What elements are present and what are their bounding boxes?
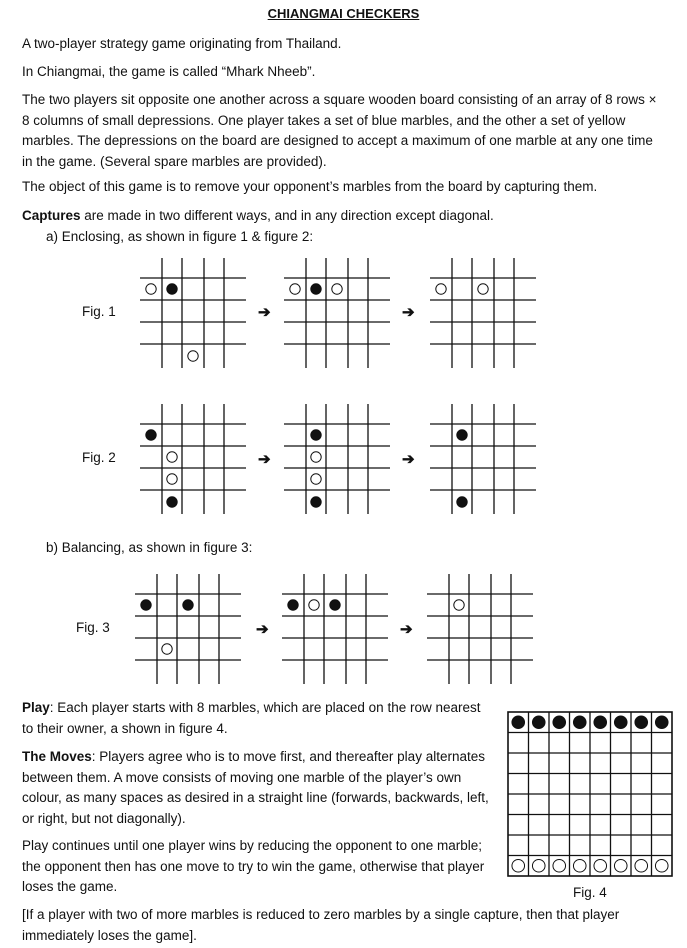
white-marble [188, 351, 198, 361]
captures-paragraph [22, 206, 662, 227]
fig2-arrow-1: ➔ [258, 451, 271, 468]
fig1-board-2 [284, 258, 390, 368]
fig1-arrow-1: ➔ [258, 304, 271, 321]
intro-paragraph-1: A two-player strategy game originating from Thailand. [22, 36, 342, 51]
white-marble [146, 284, 156, 294]
fig3-arrow-1: ➔ [256, 621, 269, 638]
white-marble [478, 284, 488, 294]
black-marble [141, 600, 151, 610]
captures-item-b: b) Balancing, as shown in figure 3: [46, 540, 253, 555]
white-marble [162, 644, 172, 654]
black-marble [532, 716, 545, 729]
black-marble [573, 716, 586, 729]
black-marble [635, 716, 648, 729]
white-marble [311, 474, 321, 484]
black-marble [288, 600, 298, 610]
black-marble [330, 600, 340, 610]
fig3-board-3 [427, 574, 533, 684]
black-marble [553, 716, 566, 729]
black-marble [457, 430, 467, 440]
fig4-label: Fig. 4 [573, 885, 607, 900]
white-marble [332, 284, 342, 294]
captures-item-a: a) Enclosing, as shown in figure 1 & figure 2: [46, 229, 314, 244]
play-paragraph [22, 698, 492, 739]
note-paragraph: [If a player with two of more marbles is reduced to zero marbles by a single capture, then that player immediately loses the game]. [22, 907, 620, 943]
intro-paragraph-2: In Chiangmai, the game is called “Mhark Nheeb”. [22, 64, 316, 79]
black-marble [311, 284, 321, 294]
fig2-board-2 [284, 404, 390, 514]
black-marble [167, 284, 177, 294]
fig2-board-3 [430, 404, 536, 514]
captures-rest: are made in two different ways, and in any direction except diagonal. [80, 208, 494, 223]
black-marble [457, 497, 467, 507]
white-marble [167, 474, 177, 484]
white-marble [167, 452, 177, 462]
fig4-board [507, 711, 675, 883]
white-marble [553, 859, 566, 872]
fig3-label: Fig. 3 [76, 620, 110, 635]
fig1-board-3 [430, 258, 536, 368]
black-marble [146, 430, 156, 440]
white-marble [311, 452, 321, 462]
white-marble [573, 859, 586, 872]
intro-paragraph-4: The object of this game is to remove your opponent’s marbles from the board by capturing them. [22, 179, 598, 194]
fig2-label: Fig. 2 [82, 450, 116, 465]
black-marble [167, 497, 177, 507]
white-marble [290, 284, 300, 294]
moves-paragraph [22, 747, 492, 829]
page-title: CHIANGMAI CHECKERS [267, 6, 420, 21]
play-rest: : Each player starts with 8 marbles, which are placed on the row nearest to their owner, a shown in figure 4. [22, 700, 481, 736]
white-marble [655, 859, 668, 872]
white-marble [614, 859, 627, 872]
captures-bold: Captures [22, 208, 81, 223]
black-marble [311, 497, 321, 507]
play-bold: Play [22, 700, 50, 715]
fig1-label: Fig. 1 [82, 304, 116, 319]
fig3-arrow-2: ➔ [400, 621, 413, 638]
black-marble [614, 716, 627, 729]
white-marble [454, 600, 464, 610]
white-marble [436, 284, 446, 294]
moves-bold: The Moves [22, 749, 92, 764]
continues-paragraph: Play continues until one player wins by reducing the opponent to one marble; the opponent then has one move to try to win the game, otherwise that player loses the game. [22, 838, 485, 894]
fig1-board-1 [140, 258, 246, 368]
white-marble [532, 859, 545, 872]
fig3-board-2 [282, 574, 388, 684]
white-marble [635, 859, 648, 872]
black-marble [512, 716, 525, 729]
black-marble [183, 600, 193, 610]
white-marble [309, 600, 319, 610]
fig2-board-1 [140, 404, 246, 514]
fig1-arrow-2: ➔ [402, 304, 415, 321]
intro-paragraph-3: The two players sit opposite one another across a square wooden board consisting of an array of 8 rows × 8 columns of small depressions. One player takes a set of blue marbles, and the other a set of yellow marbles. The depressions on the board are designed to accept a maximum of one marble at any one time in the game. (Several spare marbles are provided). [22, 92, 657, 169]
black-marble [594, 716, 607, 729]
moves-rest: : Players agree who is to move first, and thereafter play alternates between them. A move consists of moving one marble of the player’s own colour, as many spaces as desired in a straight line (forwards, backwards, left, or right, but not diagonally). [22, 749, 489, 826]
white-marble [594, 859, 607, 872]
black-marble [311, 430, 321, 440]
black-marble [655, 716, 668, 729]
fig2-arrow-2: ➔ [402, 451, 415, 468]
fig3-board-1 [135, 574, 241, 684]
white-marble [512, 859, 525, 872]
